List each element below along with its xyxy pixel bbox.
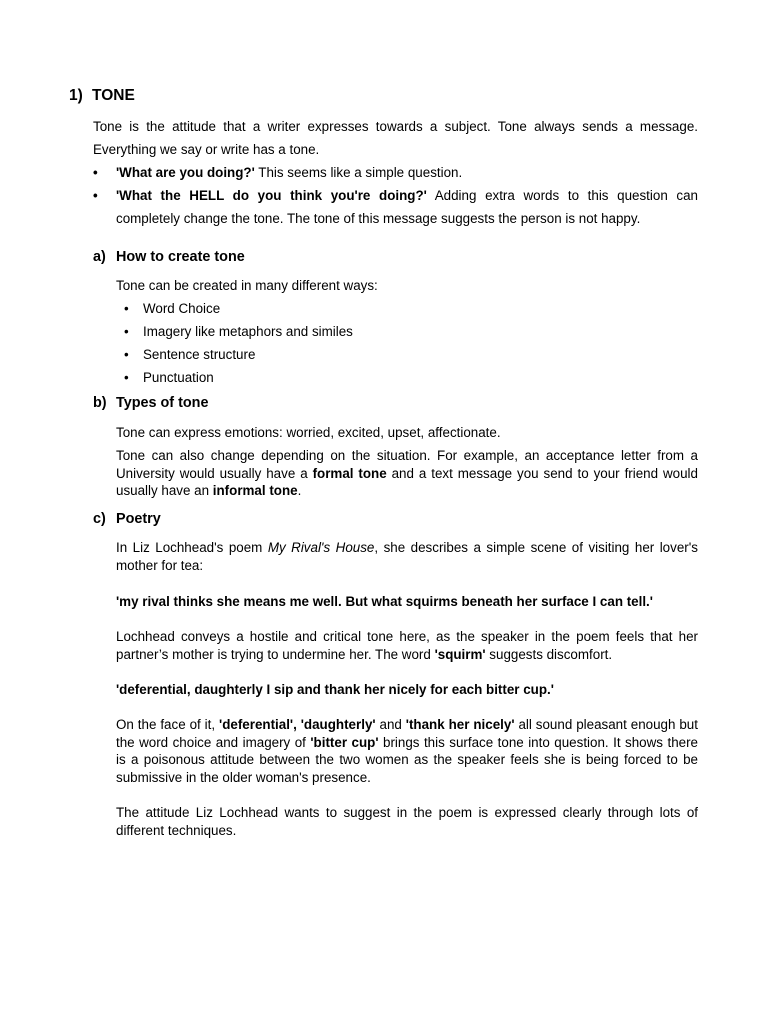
section-number: 1) [69,87,83,104]
bullet-icon: • [124,301,129,316]
paragraph: Lochhead conveys a hostile and critical tone here, as the speaker in the poem feels that her partner’s mother is trying to undermine her. The word 'squirm' suggests discomfort. [116,629,698,662]
subsection-heading: b) Types of tone [93,395,209,411]
subsection-heading: a) How to create tone [93,249,245,265]
poem-quote: 'my rival thinks she means me well. But what squirms beneath her surface I can tell.' [116,594,653,609]
bullet-icon: • [93,188,98,203]
intro-line-2: Everything we say or write has a tone. [93,142,320,157]
example-text: Adding extra words to this question can [426,188,698,203]
document-page: 1) TONE Tone is the attitude that a writer expresses towards a subject. Tone always sends a message. Everything we say or write has a tone. • 'What are you doing?' This seems like a simple question. • 'What the HELL do you think you're doing?' Adding extra words to this question can completely change the tone. The tone of this message suggests the person is not happy. a) How to create tone Tone can be created in many different ways: • Word Choice • Imagery like metaphors and similes • Sentence structure • Punctuation b) Types of tone Tone can express emotions: worried, excited, upset, affectionate. Tone can also change depending on the situation. For example, an acceptance letter from a University would usually have a formal tone and a text message you send to your friend would usually have an informal tone. c) Poetry In Liz Lochhead's poem My Rival's House, she describes a simple scene of visiting her lover's mother for tea: 'my rival thinks she means me well. But what squirms beneath her surface I can tell.' Lochhead conveys a hostile and critical tone here, as the speaker in the poem feels that her partner’s mother is trying to undermine her. The word 'squirm' suggests discomfort. 'deferential, daughterly I sip and thank her nicely for each bitter cup.' On the face of it, 'deferential', 'daughterly' and 'thank her nicely' all sound pleasant enough but the word choice and imagery of 'bitter cup' brings this surface tone into question. It shows there is a poisonous attitude between the two women as the speaker feels she is being forced to be submissive in the older woman's presence. The attitude Liz Lochhead wants to suggest in the poem is expressed clearly through lots of different techniques. [69,87,698,838]
paragraph: In Liz Lochhead's poem My Rival's House, she describes a simple scene of visiting her lover's mother for tea: [116,540,698,573]
example-quote: 'What the HELL do you think you're doing?' [116,188,427,203]
bullet-icon: • [124,347,129,362]
paragraph: Tone can be created in many different ways: [116,278,378,293]
formal-tone-term: formal tone [312,465,387,481]
poem-quote: 'deferential, daughterly I sip and thank her nicely for each bitter cup.' [116,682,554,697]
example-quote: 'What are you doing?' [116,165,255,180]
section-heading [69,86,135,106]
informal-tone-term: informal tone [212,483,298,498]
subsection-heading: c) Poetry [93,511,161,527]
paragraph: Tone can express emotions: worried, excited, upset, affectionate. [116,425,501,440]
example-text: This seems like a simple question. [254,165,463,180]
paragraph: The attitude Liz Lochhead wants to suggest in the poem is expressed clearly through lots of different techniques. [116,805,698,838]
poem-title: My Rival's House [267,540,375,555]
bullet-icon: • [124,370,129,385]
intro-line-1: Tone is the attitude that a writer expresses towards a subject. Tone always sends a message. [93,119,698,134]
bullet-icon: • [93,165,98,180]
paragraph: On the face of it, 'deferential', 'daughterly' and 'thank her nicely' all sound pleasant enough but the word choice and imagery of 'bitter cup' brings this surface tone into question. It shows there is a poisonous attitude between the two women as the speaker feels she is being forced to be submissive in the older woman's presence. [116,717,698,785]
bullet-icon: • [124,324,129,339]
section-title: TONE [92,87,135,104]
paragraph: Tone can also change depending on the situation. For example, an acceptance letter from a University would usually have a formal tone and a text message you send to your friend would usually have an informal tone. [116,448,698,498]
example-text-continued: completely change the tone. The tone of this message suggests the person is not happy. [116,211,641,226]
